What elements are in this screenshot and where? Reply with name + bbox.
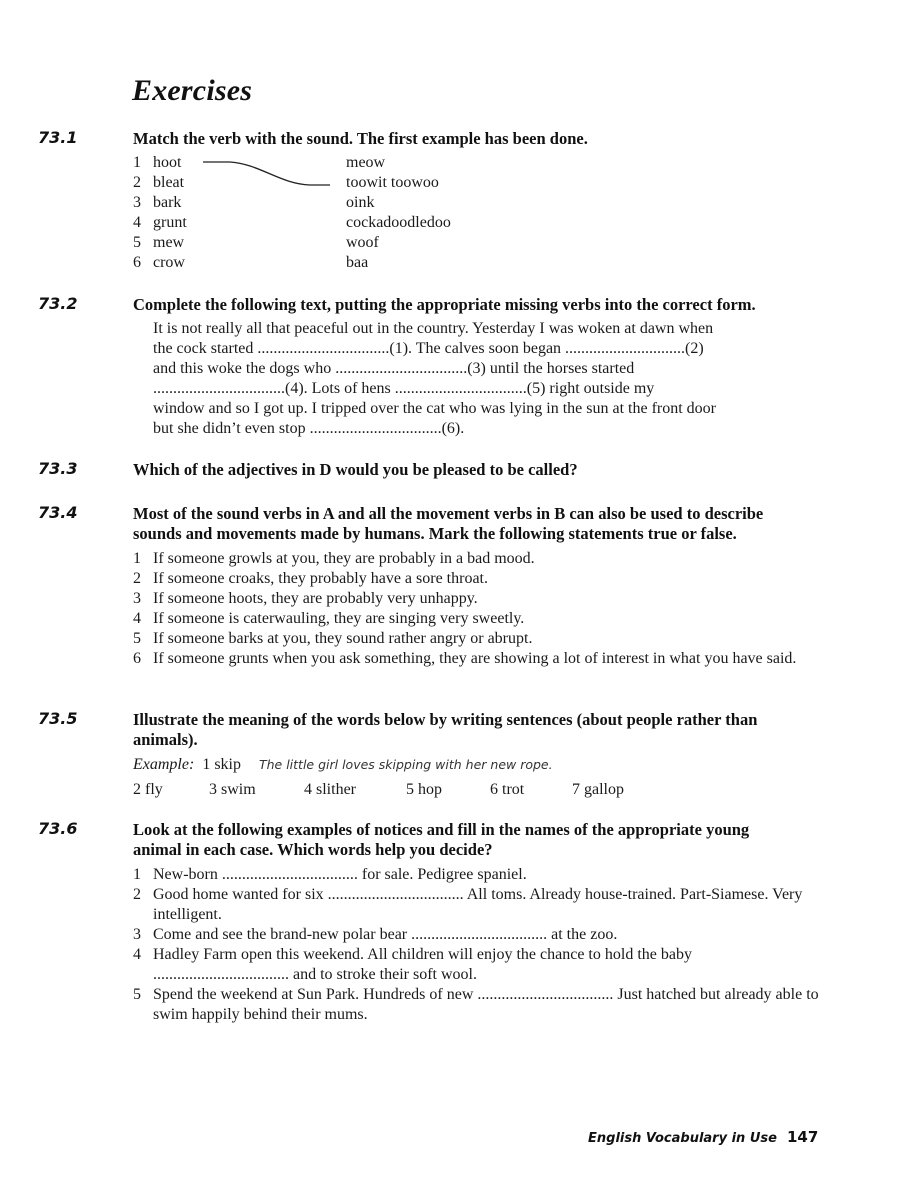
example-line (133, 755, 553, 775)
exercise-number: 73.6 (38, 819, 78, 838)
list-item: 2 If someone croaks, they probably have a sore throat. (133, 570, 488, 587)
list-item: 2 fly (133, 781, 163, 798)
text-line: but she didn’t even stop .................................(6). (153, 420, 465, 437)
list-item: 7 gallop (572, 781, 624, 798)
example-label: Example: (133, 756, 195, 773)
exercise-instruction: Which of the adjectives in D would you be pleased to be called? (133, 460, 578, 479)
exercise-instruction (133, 710, 823, 750)
text-line: window and so I got up. I tripped over the cat who was lying in the sun at the front door (153, 400, 716, 417)
list-item: 5 If someone barks at you, they sound rather angry or abrupt. (133, 630, 533, 647)
instruction-line: animals). (133, 730, 198, 749)
list-item: cockadoodledoo (346, 214, 451, 231)
list-item: 1 hoot (133, 154, 182, 171)
list-item: meow (346, 154, 386, 171)
list-item: 4 Hadley Farm open this weekend. All children will enjoy the chance to hold the baby .................................. and to stroke their soft wool. (133, 946, 692, 983)
list-item: baa (346, 254, 369, 271)
example-word: 1 skip (202, 756, 241, 773)
list-item: 3 If someone hoots, they are probably very unhappy. (133, 590, 478, 607)
exercise-instruction (133, 820, 823, 860)
list-item: 6 trot (490, 781, 525, 798)
instruction-line: Look at the following examples of notices and fill in the names of the appropriate young (133, 820, 750, 839)
list-item: 5 hop (406, 781, 442, 798)
list-item: 2 bleat (133, 174, 185, 191)
exercise-number: 73.1 (38, 128, 78, 147)
list-item: oink (346, 194, 375, 211)
exercise-number: 73.5 (38, 709, 78, 728)
list-item: 4 If someone is caterwauling, they are singing very sweetly. (133, 610, 525, 627)
list-item: toowit toowoo (346, 174, 439, 191)
list-item: 1 New-born .................................. for sale. Pedigree spaniel. (133, 866, 527, 883)
list-item: 5 Spend the weekend at Sun Park. Hundreds of new .................................. Just hatched but already able to swim happily behind their mums. (133, 986, 819, 1023)
list-item: 3 Come and see the brand-new polar bear .................................. at the zoo. (133, 926, 618, 943)
text-line: the cock started .................................(1). The calves soon began ..............................(2) (153, 340, 704, 357)
list-item: 5 mew (133, 234, 185, 251)
verb-list (133, 153, 187, 273)
exercise-instruction: Complete the following text, putting the appropriate missing verbs into the correct form. (133, 295, 756, 314)
word-list (133, 780, 624, 800)
list-item: 1 If someone growls at you, they are probably in a bad mood. (133, 550, 535, 567)
gap-fill-text (153, 319, 818, 439)
list-item: 3 swim (209, 781, 256, 798)
exercise-number: 73.4 (38, 503, 78, 522)
list-item: 3 bark (133, 194, 182, 211)
list-item: 4 slither (304, 781, 356, 798)
sound-list (346, 153, 451, 273)
exercise-number: 73.2 (38, 294, 78, 313)
exercise-instruction: Match the verb with the sound. The first example has been done. (133, 129, 588, 148)
text-line: .................................(4). Lots of hens .................................(5) right outside my (153, 380, 655, 397)
instruction-line: Most of the sound verbs in A and all the movement verbs in B can also be used to describe (133, 504, 764, 523)
list-item: 2 Good home wanted for six .................................. All toms. Already house-trained. Part-Siamese. Very intelligent. (133, 886, 803, 923)
page-title: Exercises (132, 74, 253, 107)
list-item: 6 crow (133, 254, 185, 271)
instruction-line: Illustrate the meaning of the words below by writing sentences (about people rather than (133, 710, 758, 729)
list-item: 4 grunt (133, 214, 187, 231)
list-item: 6 If someone grunts when you ask something, they are showing a lot of interest in what you have said. (133, 650, 797, 667)
text-line: It is not really all that peaceful out in the country. Yesterday I was woken at dawn when (153, 320, 714, 337)
list-item: woof (346, 234, 379, 251)
example-match-line (200, 156, 340, 190)
instruction-line: animal in each case. Which words help you decide? (133, 840, 493, 859)
text-line: and this woke the dogs who .................................(3) until the horses started (153, 360, 635, 377)
exercise-instruction (133, 504, 823, 544)
example-sentence: The little girl loves skipping with her new rope. (258, 757, 553, 772)
page-number: 147 (787, 1128, 819, 1146)
exercise-number: 73.3 (38, 459, 78, 478)
instruction-line: sounds and movements made by humans. Mark the following statements true or false. (133, 524, 737, 543)
book-title: English Vocabulary in Use (588, 1131, 777, 1146)
